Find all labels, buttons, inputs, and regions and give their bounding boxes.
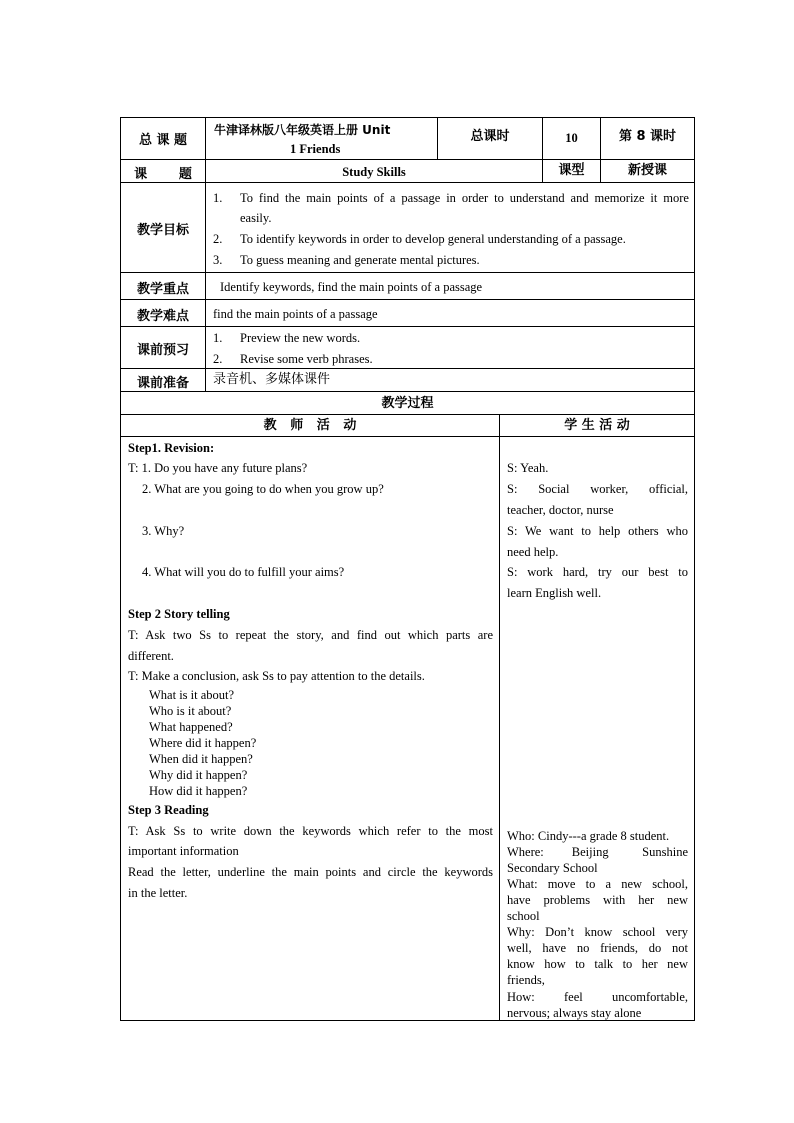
lesson-number: 第 8 课时 (618, 129, 677, 144)
grid-line (120, 117, 121, 1021)
teacher-activity-header: 教 师 活 动 (263, 418, 357, 433)
grid-line (120, 117, 695, 118)
student-answer-1: S: Yeah. (507, 461, 549, 475)
step1-q1: T: 1. Do you have any future plans? (128, 461, 308, 475)
step1-q3: 3. Why? (142, 524, 185, 538)
step3-p1-line1: T: Ask Ss to write down the keywords which refer to the most (128, 824, 493, 838)
step2-question: How did it happen? (149, 784, 248, 798)
grid-line (499, 414, 500, 1021)
grid-line (120, 182, 695, 183)
objective-num-2: 2. (213, 232, 223, 246)
step2-p1-line2: different. (128, 649, 174, 663)
objective-2: To identify keywords in order to develop general understanding of a passage. (240, 232, 626, 246)
step1-q4: 4. What will you do to fulfill your aims? (142, 565, 345, 579)
step2-p1-line1: T: Ask two Ss to repeat the story, and find out which parts are (128, 628, 493, 642)
grid-line (120, 391, 695, 392)
reading-where-line2: Secondary School (507, 861, 598, 875)
step3-p1-line2: important information (128, 844, 239, 858)
topic-label: 课 题 (134, 167, 192, 182)
student-activity-header: 学 生 活 动 (564, 418, 630, 433)
preview-item-2: Revise some verb phrases. (240, 352, 373, 366)
difficulties-value: find the main points of a passage (213, 307, 378, 321)
reading-where-line1: Where: Beijing Sunshine (507, 845, 688, 859)
step3-p2-line2: in the letter. (128, 886, 188, 900)
difficulties-label: 教学难点 (136, 309, 189, 324)
student-answer-2-line1: S: Social worker, official, (507, 482, 688, 496)
reading-why-line2: well, have no friends, do not (507, 941, 688, 955)
student-answer-3-line2: need help. (507, 545, 559, 559)
objective-3: To guess meaning and generate mental pictures. (240, 253, 480, 267)
reading-what-line2: have problems with her new (507, 893, 688, 907)
grid-line (120, 272, 695, 273)
step2-question: What happened? (149, 720, 233, 734)
reading-what-line1: What: move to a new school, (507, 877, 688, 891)
preparation-label: 课前准备 (136, 376, 189, 391)
preparation-value: 录音机、多媒体课件 (213, 372, 331, 387)
grid-line (120, 159, 695, 160)
step2-question: What is it about? (149, 688, 235, 702)
student-answer-4-line2: learn English well. (507, 586, 602, 600)
type-label: 课型 (558, 163, 585, 178)
step3-p2-line1: Read the letter, underline the main points and circle the keywords (128, 865, 493, 879)
preview-item-1: Preview the new words. (240, 331, 361, 345)
step2-p2: T: Make a conclusion, ask Ss to pay attention to the details. (128, 669, 425, 683)
objective-1-line2: easily. (240, 211, 272, 225)
key-points-label: 教学重点 (136, 282, 189, 297)
reading-why-line1: Why: Don’t know school very (507, 925, 688, 939)
student-answer-2-line2: teacher, doctor, nurse (507, 503, 614, 517)
total-topic-value-line2: 1 Friends (290, 142, 341, 156)
total-hours-label: 总课时 (470, 129, 510, 144)
objective-num-3: 3. (213, 253, 223, 267)
objectives-label: 教学目标 (136, 223, 189, 238)
preview-num-2: 2. (213, 352, 223, 366)
grid-line (120, 436, 695, 437)
grid-line (205, 117, 206, 392)
student-answer-3-line1: S: We want to help others who (507, 524, 688, 538)
grid-line (120, 414, 695, 415)
reading-what-line3: school (507, 909, 540, 923)
type-value: 新授课 (627, 163, 667, 178)
key-points-value: Identify keywords, find the main points of a passage (220, 280, 483, 294)
objective-1-line1: To find the main points of a passage in order to understand and memorize it more (240, 191, 689, 205)
total-topic-value (214, 120, 390, 140)
total-topic-line1: 牛津译林版八年级英语上册 Unit (214, 123, 391, 137)
step2-question: Why did it happen? (149, 768, 248, 782)
step1-title: Step1. Revision: (128, 441, 215, 455)
step2-question: Who is it about? (149, 704, 232, 718)
grid-line (120, 299, 695, 300)
reading-why-line4: friends, (507, 973, 545, 987)
step2-question: When did it happen? (149, 752, 253, 766)
total-hours-value: 10 (565, 131, 578, 145)
reading-why-line3: know how to talk to her new (507, 957, 688, 971)
step3-title: Step 3 Reading (128, 803, 209, 817)
grid-line (120, 368, 695, 369)
step2-question: Where did it happen? (149, 736, 257, 750)
step2-title: Step 2 Story telling (128, 607, 230, 621)
reading-who: Who: Cindy---a grade 8 student. (507, 829, 670, 843)
reading-how-line1: How: feel uncomfortable, (507, 990, 688, 1004)
step1-q2: 2. What are you going to do when you grow up? (142, 482, 384, 496)
grid-line (120, 326, 695, 327)
student-answer-4-line1: S: work hard, try our best to (507, 565, 688, 579)
process-title: 教学过程 (381, 396, 434, 411)
topic-value: Study Skills (342, 165, 406, 179)
preview-label: 课前预习 (136, 343, 189, 358)
objective-num-1: 1. (213, 191, 223, 205)
grid-line (694, 117, 695, 1021)
preview-num-1: 1. (213, 331, 223, 345)
total-topic-label: 总 课 题 (138, 133, 188, 148)
reading-how-line2: nervous; always stay alone (507, 1006, 642, 1020)
